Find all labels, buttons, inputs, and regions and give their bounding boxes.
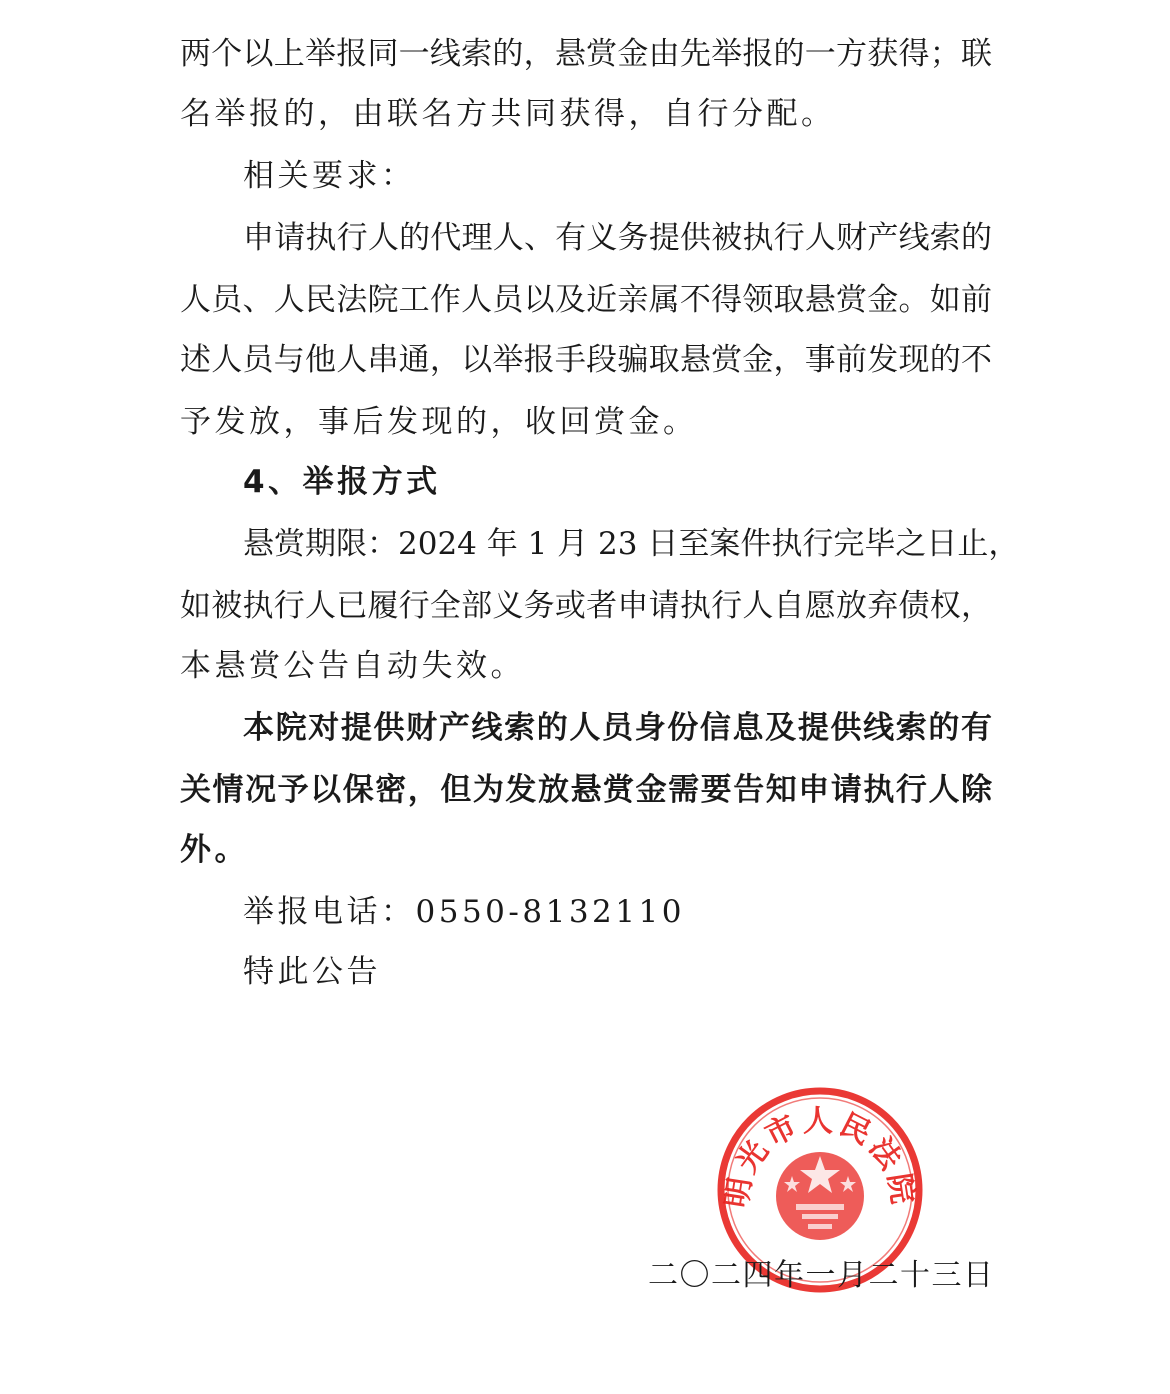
svg-text:明光市人民法院: 明光市人民法院 bbox=[719, 1104, 921, 1211]
report-phone: 举报电话：0550-8132110 bbox=[243, 894, 685, 930]
text-line: 人员、人民法院工作人员以及近亲属不得领取悬赏金。如前 bbox=[180, 282, 992, 318]
text-line: 本悬赏公告自动失效。 bbox=[180, 648, 525, 684]
text-line: 如被执行人已履行全部义务或者申请执行人自愿放弃债权， bbox=[180, 588, 992, 624]
confidentiality-text-line: 关情况予以保密，但为发放悬赏金需要告知申请执行人除 bbox=[180, 772, 992, 808]
confidentiality-text-line: 外。 bbox=[180, 832, 249, 868]
text-line: 申请执行人的代理人、有义务提供被执行人财产线索的 bbox=[243, 220, 992, 256]
section-heading: 4、举报方式 bbox=[243, 464, 441, 500]
text-line: 予发放，事后发现的，收回赏金。 bbox=[180, 404, 698, 440]
text-line: 名举报的，由联名方共同获得，自行分配。 bbox=[180, 96, 836, 132]
section-label: 相关要求： bbox=[243, 158, 416, 194]
closing-text: 特此公告 bbox=[243, 954, 381, 990]
text-line: 两个以上举报同一线索的，悬赏金由先举报的一方获得；联 bbox=[180, 36, 992, 72]
text-line: 述人员与他人串通，以举报手段骗取悬赏金，事前发现的不 bbox=[180, 342, 992, 378]
notice-date: 二〇二四年一月二十三日 bbox=[648, 1258, 993, 1293]
text-line: 悬赏期限：2024 年 1 月 23 日至案件执行完毕之日止， bbox=[243, 526, 1020, 562]
confidentiality-text-line: 本院对提供财产线索的人员身份信息及提供线索的有 bbox=[243, 710, 992, 746]
